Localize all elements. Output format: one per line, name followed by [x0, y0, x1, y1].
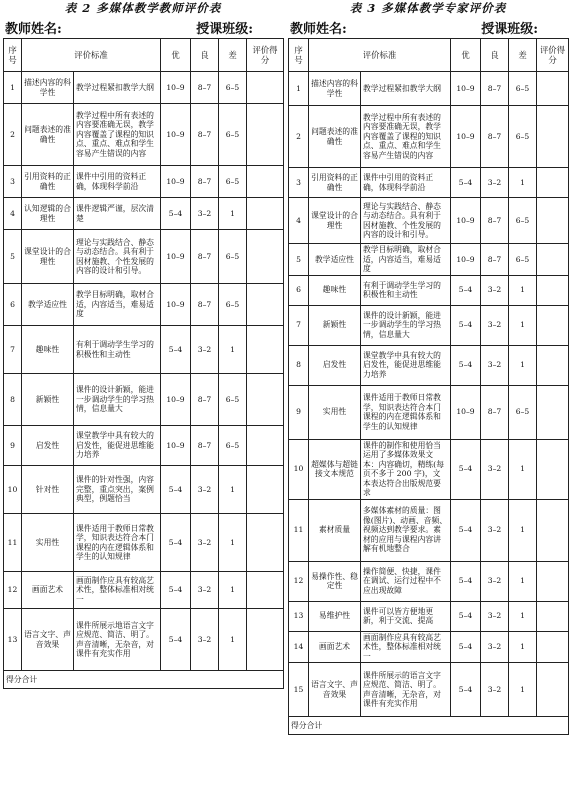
- indicator-cell: 描述内容的科学性: [22, 72, 74, 104]
- excellent-score-cell: 10–9: [161, 374, 191, 426]
- row-number: 5: [4, 230, 22, 284]
- table-row: [289, 72, 569, 106]
- header-excellent: 优: [161, 39, 191, 72]
- poor-score-cell: 1: [509, 345, 537, 385]
- indicator-cell: 画面艺术: [309, 631, 361, 663]
- good-score-cell: 3–2: [191, 466, 219, 514]
- criteria-cell: 有利于调动学生学习的积极性和主动性: [74, 326, 161, 374]
- criteria-cell: 理论与实践结合、静态与动态结合。具有利于因材施教、个性发展的内容的设计和引导。: [361, 198, 451, 244]
- poor-score-cell: 1: [219, 572, 247, 609]
- good-score-cell: 8–7: [481, 106, 509, 168]
- row-number: 7: [4, 326, 22, 374]
- total-label: 得分合计: [4, 671, 284, 689]
- criteria-cell: 多媒体素材的质量：图像(图片)、动画、音频、视频达到教学要求。素材的应用与课程内容讲解有机地整合: [361, 499, 451, 561]
- row-number: 9: [289, 385, 309, 439]
- criteria-cell: 课堂教学中具有较大的启发性，能促进思维能力培养: [361, 345, 451, 385]
- row-number: 8: [289, 345, 309, 385]
- table-row: [289, 385, 569, 439]
- header-no: 序号: [289, 39, 309, 72]
- good-score-cell: 3–2: [191, 326, 219, 374]
- table2-subheader: [3, 16, 283, 38]
- criteria-cell: 课件的设计新颖，能进一步调动学生的学习热情，信息量大: [74, 374, 161, 426]
- excellent-score-cell: 5–4: [451, 345, 481, 385]
- row-number: 2: [4, 104, 22, 166]
- row-number: 15: [289, 663, 309, 717]
- criteria-cell: 课件的制作和使用恰当运用了多媒体效果文本：内容确切，精练(每页不多于 200 字)，文本表达符合出版规范要求: [361, 439, 451, 499]
- score-input-cell[interactable]: [537, 631, 569, 663]
- row-number: 9: [4, 426, 22, 466]
- row-number: 12: [4, 572, 22, 609]
- indicator-cell: 实用性: [22, 514, 74, 572]
- excellent-score-cell: 5–4: [161, 572, 191, 609]
- table-row: [289, 345, 569, 385]
- excellent-score-cell: 5–4: [451, 631, 481, 663]
- indicator-cell: 引用资料的正确性: [22, 166, 74, 198]
- indicator-cell: 教学适应性: [22, 284, 74, 326]
- table3-body: [289, 72, 569, 717]
- poor-score-cell: 6–5: [219, 104, 247, 166]
- score-input-cell[interactable]: [247, 374, 284, 426]
- excellent-score-cell: 5–4: [451, 561, 481, 601]
- good-score-cell: 3–2: [481, 345, 509, 385]
- poor-score-cell: 1: [509, 168, 537, 198]
- criteria-cell: 有利于调动学生学习的积极性和主动性: [361, 275, 451, 305]
- table-row: [289, 561, 569, 601]
- row-number: 4: [289, 198, 309, 244]
- header-no: 序号: [4, 39, 22, 72]
- criteria-cell: 课件可以皆方便地更新，利于交流、提高: [361, 601, 451, 631]
- criteria-cell: 课件所展示地语言文字应规范、简洁、明了。声音清晰，无杂音，对课件有充实作用: [74, 609, 161, 671]
- table-row: [4, 198, 284, 230]
- header-poor: 差: [219, 39, 247, 72]
- excellent-score-cell: 10–9: [161, 230, 191, 284]
- row-number: 6: [4, 284, 22, 326]
- excellent-score-cell: 5–4: [161, 514, 191, 572]
- poor-score-cell: 1: [509, 275, 537, 305]
- good-score-cell: 8–7: [191, 374, 219, 426]
- score-input-cell[interactable]: [247, 230, 284, 284]
- row-number: 3: [289, 168, 309, 198]
- indicator-cell: 实用性: [309, 385, 361, 439]
- indicator-cell: 趣味性: [22, 326, 74, 374]
- expert-evaluation-panel: [288, 0, 568, 735]
- poor-score-cell: 1: [219, 466, 247, 514]
- row-number: 3: [4, 166, 22, 198]
- criteria-cell: 课件中引用的资料正确，体现科学前沿: [74, 166, 161, 198]
- poor-score-cell: 1: [509, 439, 537, 499]
- row-number: 8: [4, 374, 22, 426]
- poor-score-cell: 6–5: [509, 72, 537, 106]
- good-score-cell: 3–2: [191, 514, 219, 572]
- good-score-cell: 3–2: [191, 609, 219, 671]
- table-row: [289, 106, 569, 168]
- score-input-cell[interactable]: [247, 514, 284, 572]
- score-input-cell[interactable]: [247, 104, 284, 166]
- table-row: [4, 426, 284, 466]
- row-number: 13: [4, 609, 22, 671]
- row-number: 6: [289, 275, 309, 305]
- row-number: 5: [289, 244, 309, 276]
- indicator-cell: 易操作性、稳定性: [309, 561, 361, 601]
- score-input-cell[interactable]: [537, 72, 569, 106]
- score-input-cell[interactable]: [537, 601, 569, 631]
- table-row: [289, 601, 569, 631]
- table-row: [4, 572, 284, 609]
- excellent-score-cell: 10–9: [161, 166, 191, 198]
- poor-score-cell: 6–5: [509, 244, 537, 276]
- poor-score-cell: 6–5: [219, 374, 247, 426]
- indicator-cell: 课堂设计的合理性: [309, 198, 361, 244]
- good-score-cell: 3–2: [481, 168, 509, 198]
- excellent-score-cell: 5–4: [161, 198, 191, 230]
- good-score-cell: 3–2: [481, 663, 509, 717]
- good-score-cell: 8–7: [191, 166, 219, 198]
- good-score-cell: 8–7: [191, 72, 219, 104]
- poor-score-cell: 1: [509, 631, 537, 663]
- table-row: [289, 631, 569, 663]
- indicator-cell: 课堂设计的合理性: [22, 230, 74, 284]
- excellent-score-cell: 5–4: [161, 466, 191, 514]
- score-input-cell[interactable]: [537, 305, 569, 345]
- poor-score-cell: 1: [509, 561, 537, 601]
- excellent-score-cell: 5–4: [451, 305, 481, 345]
- indicator-cell: 趣味性: [309, 275, 361, 305]
- criteria-cell: 课件适用于教师日常教学，知识表达符合本门课程的内在逻辑体系和学生的认知规律: [74, 514, 161, 572]
- table-row: [289, 168, 569, 198]
- criteria-cell: 课堂教学中具有较大的启发性，能促进思维能力培养: [74, 426, 161, 466]
- poor-score-cell: 1: [509, 499, 537, 561]
- score-input-cell[interactable]: [247, 426, 284, 466]
- good-score-cell: 3–2: [481, 439, 509, 499]
- indicator-cell: 问题表述的准确性: [22, 104, 74, 166]
- criteria-cell: 课件所展示的语言文字应规范、简洁、明了。声音清晰，无杂音，对课件有充实作用: [361, 663, 451, 717]
- poor-score-cell: 1: [509, 663, 537, 717]
- score-input-cell[interactable]: [537, 244, 569, 276]
- row-number: 11: [289, 499, 309, 561]
- poor-score-cell: 6–5: [509, 198, 537, 244]
- excellent-score-cell: 10–9: [451, 72, 481, 106]
- table2-body: [4, 72, 284, 671]
- table-row: [4, 104, 284, 166]
- score-input-cell[interactable]: [537, 345, 569, 385]
- teacher-name-label: 教师姓名:: [290, 22, 347, 37]
- table-row: [289, 499, 569, 561]
- table-row: [4, 609, 284, 671]
- criteria-cell: 教学过程紧扣教学大纲: [361, 72, 451, 106]
- table-row: [4, 374, 284, 426]
- table-header-row: [289, 39, 569, 72]
- poor-score-cell: 6–5: [219, 166, 247, 198]
- criteria-cell: 教学目标明确，取材合适，内容适当，难易适度: [361, 244, 451, 276]
- poor-score-cell: 1: [509, 305, 537, 345]
- criteria-cell: 教学过程中所有表述的内容要准确无误，教学内容覆盖了课程的知识点、重点、难点和学生容易产生错误的内容: [361, 106, 451, 168]
- score-input-cell[interactable]: [247, 72, 284, 104]
- indicator-cell: 问题表述的准确性: [309, 106, 361, 168]
- good-score-cell: 3–2: [481, 631, 509, 663]
- table3-subheader: [288, 16, 568, 38]
- indicator-cell: 素材质量: [309, 499, 361, 561]
- row-number: 10: [4, 466, 22, 514]
- criteria-cell: 课件的针对性强，内容完整，重点突出，案例典型，例题恰当: [74, 466, 161, 514]
- score-input-cell[interactable]: [537, 275, 569, 305]
- good-score-cell: 8–7: [481, 198, 509, 244]
- score-input-cell[interactable]: [247, 166, 284, 198]
- score-input-cell[interactable]: [537, 439, 569, 499]
- table-row: [289, 439, 569, 499]
- good-score-cell: 3–2: [191, 198, 219, 230]
- score-input-cell[interactable]: [537, 499, 569, 561]
- criteria-cell: 画面制作应具有较高艺术性，整体标准相对统一: [361, 631, 451, 663]
- total-row: [289, 717, 569, 735]
- excellent-score-cell: 10–9: [451, 106, 481, 168]
- excellent-score-cell: 5–4: [451, 168, 481, 198]
- criteria-cell: 课件适用于教师日常教学，知识表达符合本门课程的内在逻辑体系和学生的认知规律: [361, 385, 451, 439]
- poor-score-cell: 1: [509, 601, 537, 631]
- excellent-score-cell: 10–9: [161, 426, 191, 466]
- excellent-score-cell: 10–9: [451, 244, 481, 276]
- excellent-score-cell: 5–4: [161, 326, 191, 374]
- excellent-score-cell: 10–9: [451, 198, 481, 244]
- table-row: [289, 305, 569, 345]
- table-row: [4, 166, 284, 198]
- criteria-cell: 课件逻辑严谨，层次清楚: [74, 198, 161, 230]
- row-number: 13: [289, 601, 309, 631]
- table-row: [4, 230, 284, 284]
- indicator-cell: 针对性: [22, 466, 74, 514]
- indicator-cell: 超媒体与超链接文本规范: [309, 439, 361, 499]
- class-label: 授课班级:: [481, 22, 538, 37]
- criteria-cell: 教学过程中所有表述的内容要准确无误，教学内容覆盖了课程的知识点、重点、难点和学生容易产生错误的内容: [74, 104, 161, 166]
- excellent-score-cell: 10–9: [161, 72, 191, 104]
- score-input-cell[interactable]: [247, 326, 284, 374]
- table-row: [4, 514, 284, 572]
- row-number: 4: [4, 198, 22, 230]
- criteria-cell: 课件的设计新颖，能进一步调动学生的学习热情，信息量大: [361, 305, 451, 345]
- header-score: 评价得分: [537, 39, 569, 72]
- teacher-evaluation-table: [3, 38, 284, 689]
- score-input-cell[interactable]: [537, 663, 569, 717]
- table-row: [4, 466, 284, 514]
- indicator-cell: 易维护性: [309, 601, 361, 631]
- criteria-cell: 操作简便、快捷，课件在调试、运行过程中不应出现故障: [361, 561, 451, 601]
- expert-evaluation-table: [288, 38, 569, 735]
- header-criteria: 评价标准: [309, 39, 451, 72]
- excellent-score-cell: 5–4: [161, 609, 191, 671]
- good-score-cell: 3–2: [481, 275, 509, 305]
- criteria-cell: 理论与实践结合、静态与动态结合。具有利于因材施教、个性发展的内容的设计和引导。: [74, 230, 161, 284]
- indicator-cell: 启发性: [309, 345, 361, 385]
- score-input-cell[interactable]: [247, 466, 284, 514]
- excellent-score-cell: 5–4: [451, 439, 481, 499]
- poor-score-cell: 1: [219, 326, 247, 374]
- poor-score-cell: 6–5: [219, 230, 247, 284]
- table-row: [4, 284, 284, 326]
- row-number: 10: [289, 439, 309, 499]
- table-row: [289, 663, 569, 717]
- indicator-cell: 语言文字、声音效果: [22, 609, 74, 671]
- criteria-cell: 课件中引用的资料正确，体现科学前沿: [361, 168, 451, 198]
- good-score-cell: 3–2: [481, 601, 509, 631]
- poor-score-cell: 1: [219, 609, 247, 671]
- poor-score-cell: 6–5: [219, 284, 247, 326]
- indicator-cell: 描述内容的科学性: [309, 72, 361, 106]
- good-score-cell: 8–7: [191, 104, 219, 166]
- row-number: 2: [289, 106, 309, 168]
- score-input-cell[interactable]: [537, 106, 569, 168]
- score-input-cell[interactable]: [537, 168, 569, 198]
- score-input-cell[interactable]: [247, 198, 284, 230]
- poor-score-cell: 6–5: [509, 106, 537, 168]
- header-good: 良: [191, 39, 219, 72]
- header-poor: 差: [509, 39, 537, 72]
- score-input-cell[interactable]: [247, 284, 284, 326]
- header-good: 良: [481, 39, 509, 72]
- good-score-cell: 8–7: [191, 230, 219, 284]
- table-row: [289, 198, 569, 244]
- indicator-cell: 新颖性: [309, 305, 361, 345]
- poor-score-cell: 6–5: [509, 385, 537, 439]
- poor-score-cell: 1: [219, 198, 247, 230]
- poor-score-cell: 1: [219, 514, 247, 572]
- criteria-cell: 教学目标明确，取材合适，内容适当，难易适度: [74, 284, 161, 326]
- header-score: 评价得分: [247, 39, 284, 72]
- excellent-score-cell: 5–4: [451, 663, 481, 717]
- excellent-score-cell: 10–9: [451, 385, 481, 439]
- indicator-cell: 认知逻辑的合理性: [22, 198, 74, 230]
- row-number: 14: [289, 631, 309, 663]
- good-score-cell: 3–2: [481, 305, 509, 345]
- poor-score-cell: 6–5: [219, 426, 247, 466]
- score-input-cell[interactable]: [537, 198, 569, 244]
- criteria-cell: 画面制作应具有较高艺术性，整体标准相对统一: [74, 572, 161, 609]
- total-row: [4, 671, 284, 689]
- table-row: [4, 72, 284, 104]
- table-header-row: [4, 39, 284, 72]
- row-number: 1: [4, 72, 22, 104]
- indicator-cell: 启发性: [22, 426, 74, 466]
- good-score-cell: 8–7: [191, 426, 219, 466]
- indicator-cell: 语言文字、声音效果: [309, 663, 361, 717]
- indicator-cell: 教学适应性: [309, 244, 361, 276]
- criteria-cell: 教学过程紧扣教学大纲: [74, 72, 161, 104]
- good-score-cell: 3–2: [191, 572, 219, 609]
- row-number: 11: [4, 514, 22, 572]
- table3-title: 表 3 多媒体教学专家评价表: [349, 1, 507, 15]
- table-row: [4, 326, 284, 374]
- good-score-cell: 3–2: [481, 499, 509, 561]
- row-number: 7: [289, 305, 309, 345]
- indicator-cell: 画面艺术: [22, 572, 74, 609]
- good-score-cell: 8–7: [481, 244, 509, 276]
- class-label: 授课班级:: [196, 22, 253, 37]
- excellent-score-cell: 5–4: [451, 601, 481, 631]
- good-score-cell: 8–7: [191, 284, 219, 326]
- poor-score-cell: 6–5: [219, 72, 247, 104]
- good-score-cell: 3–2: [481, 561, 509, 601]
- row-number: 12: [289, 561, 309, 601]
- excellent-score-cell: 10–9: [161, 104, 191, 166]
- table-row: [289, 244, 569, 276]
- excellent-score-cell: 5–4: [451, 275, 481, 305]
- excellent-score-cell: 5–4: [451, 499, 481, 561]
- indicator-cell: 新颖性: [22, 374, 74, 426]
- table2-title: 表 2 多媒体教学教师评价表: [64, 1, 222, 15]
- total-label: 得分合计: [289, 717, 569, 735]
- row-number: 1: [289, 72, 309, 106]
- score-input-cell[interactable]: [247, 609, 284, 671]
- score-input-cell[interactable]: [537, 561, 569, 601]
- header-excellent: 优: [451, 39, 481, 72]
- score-input-cell[interactable]: [247, 572, 284, 609]
- teacher-evaluation-panel: [3, 0, 283, 689]
- excellent-score-cell: 10–9: [161, 284, 191, 326]
- table-row: [289, 275, 569, 305]
- good-score-cell: 8–7: [481, 385, 509, 439]
- teacher-name-label: 教师姓名:: [5, 22, 62, 37]
- header-criteria: 评价标准: [22, 39, 161, 72]
- score-input-cell[interactable]: [537, 385, 569, 439]
- indicator-cell: 引用资料的正确性: [309, 168, 361, 198]
- good-score-cell: 8–7: [481, 72, 509, 106]
